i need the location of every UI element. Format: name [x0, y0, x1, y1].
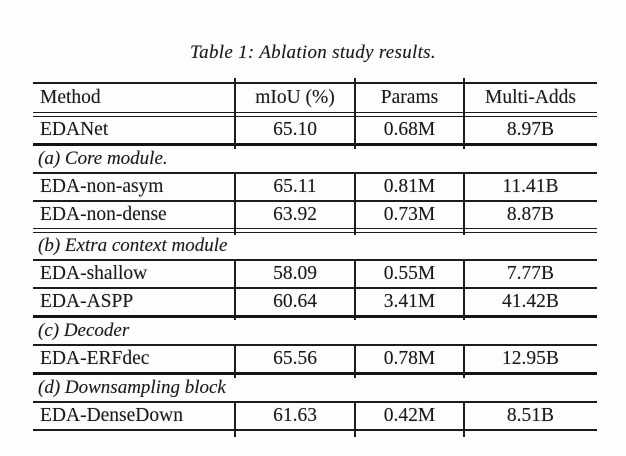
column-separator-line: [354, 78, 356, 149]
column-separator-line: [354, 172, 356, 235]
section-label: (b) Extra context module: [38, 235, 228, 256]
cell-multi-adds: 11.41B: [502, 176, 559, 197]
cell-miou: 65.11: [273, 176, 317, 197]
section-row-decoder: [33, 318, 597, 344]
cell-miou: 65.56: [273, 348, 317, 369]
cell-params: 0.81M: [383, 176, 436, 197]
ablation-table: [33, 82, 597, 431]
cell-method: EDA-non-asym: [40, 176, 164, 197]
table-row-eda-non-dense: [33, 202, 597, 228]
table-header-row: [33, 84, 597, 112]
section-row-extra-context-module: [33, 233, 597, 259]
cell-method: EDANet: [40, 119, 109, 140]
column-separator-line: [234, 401, 236, 437]
column-separator-line: [354, 401, 356, 437]
column-header-multi-adds: Multi-Adds: [484, 87, 576, 108]
cell-miou: 65.10: [273, 119, 317, 140]
cell-params: 0.68M: [383, 119, 436, 140]
column-separator-line: [463, 401, 465, 437]
cell-params: 0.42M: [383, 405, 436, 426]
section-row-downsampling-block: [33, 375, 597, 401]
column-separator-line: [354, 259, 356, 320]
cell-method: EDA-non-dense: [40, 204, 167, 225]
table-row-eda-densedown: [33, 403, 597, 429]
table-row-eda-aspp: [33, 289, 597, 315]
section-label: (c) Decoder: [38, 320, 130, 341]
cell-multi-adds: 8.87B: [506, 204, 555, 225]
cell-multi-adds: 7.77B: [506, 263, 555, 284]
cell-miou: 58.09: [273, 263, 317, 284]
cell-method: EDA-ASPP: [40, 291, 134, 312]
column-separator-line: [463, 344, 465, 378]
section-label: (a) Core module.: [38, 148, 168, 169]
cell-multi-adds: 41.42B: [502, 291, 559, 312]
column-separator-line: [463, 78, 465, 149]
column-separator-line: [234, 78, 236, 149]
section-row-core-module: [33, 146, 597, 172]
table-row-eda-shallow: [33, 261, 597, 287]
cell-multi-adds: 8.97B: [506, 119, 555, 140]
cell-params: 0.78M: [383, 348, 436, 369]
cell-miou: 61.63: [273, 405, 317, 426]
cell-miou: 60.64: [273, 291, 317, 312]
column-separator-line: [234, 259, 236, 320]
cell-params: 3.41M: [383, 291, 436, 312]
column-header-method: Method: [40, 87, 101, 108]
column-separator-line: [463, 172, 465, 235]
table-caption: Table 1: Ablation study results.: [190, 42, 436, 63]
column-separator-line: [463, 259, 465, 320]
cell-method: EDA-ERFdec: [40, 348, 150, 369]
column-separator-line: [234, 344, 236, 378]
cell-params: 0.55M: [383, 263, 436, 284]
column-separator-line: [354, 344, 356, 378]
cell-params: 0.73M: [383, 204, 436, 225]
rule-bottom: [33, 429, 597, 431]
column-separator-line: [234, 172, 236, 235]
column-header-params: Params: [380, 87, 439, 108]
table-row-eda-erfdec: [33, 346, 597, 372]
cell-multi-adds: 8.51B: [506, 405, 555, 426]
table-row-edanet: [33, 117, 597, 143]
column-header-miou: mIoU (%): [255, 87, 335, 108]
cell-multi-adds: 12.95B: [502, 348, 559, 369]
cell-method: EDA-DenseDown: [40, 405, 183, 426]
cell-method: EDA-shallow: [40, 263, 148, 284]
section-label: (d) Downsampling block: [38, 377, 226, 398]
cell-miou: 63.92: [273, 204, 317, 225]
table-row-eda-non-asym: [33, 174, 597, 200]
